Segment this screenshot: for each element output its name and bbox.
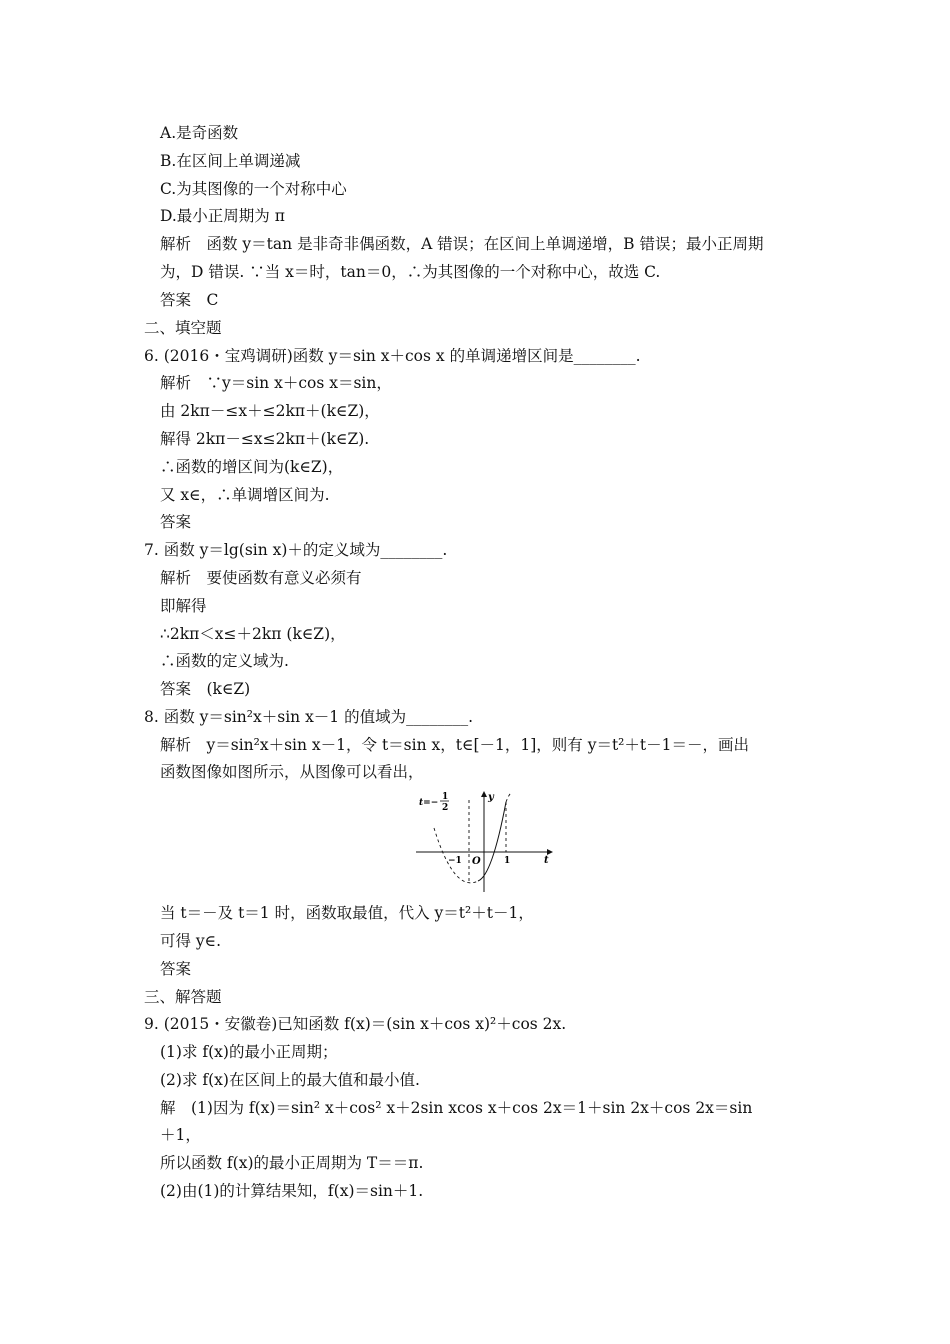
analysis-7-line2: 即解得 bbox=[160, 597, 207, 615]
option-c: C.为其图像的一个对称中心 bbox=[160, 180, 347, 198]
answer-5: 答案 C bbox=[160, 291, 219, 309]
analysis-5-line1: 解析 函数 y＝tan 是非奇非偶函数，A 错误；在区间上单调递增，B 错误；最小正周期 bbox=[160, 235, 764, 253]
parabola-dashed-right bbox=[506, 792, 512, 802]
analysis-6-line4: ∴函数的增区间为(k∈Z)， bbox=[160, 458, 344, 476]
question-9-part1: (1)求 f(x)的最小正周期； bbox=[160, 1043, 338, 1061]
question-7: 7. 函数 y＝lg(sin x)＋的定义域为________. bbox=[144, 541, 448, 559]
analysis-7-line1: 解析 要使函数有意义必须有 bbox=[160, 569, 362, 587]
one-label: 1 bbox=[504, 856, 511, 866]
solution-9-line3: 所以函数 f(x)的最小正周期为 T＝＝π. bbox=[160, 1154, 424, 1172]
solution-9-line1: 解 (1)因为 f(x)＝sin² x＋cos² x＋2sin xcos x＋cos 2x＝1＋sin 2x＋cos 2x＝sin bbox=[160, 1099, 753, 1117]
y-axis-label: y bbox=[488, 792, 494, 803]
section-fill-blank: 二、填空题 bbox=[144, 319, 222, 337]
question-8: 8. 函数 y＝sin²x＋sin x－1 的值域为________. bbox=[144, 708, 474, 726]
question-9-part2: (2)求 f(x)在区间上的最大值和最小值. bbox=[160, 1071, 420, 1089]
t-label: t=− bbox=[419, 798, 439, 808]
analysis-7-line3: ∴2kπ＜x≤＋2kπ (k∈Z)， bbox=[160, 625, 346, 643]
analysis-8-line2: 函数图像如图所示，从图像可以看出， bbox=[160, 763, 424, 781]
parabola-figure bbox=[414, 788, 560, 898]
origin-label: O bbox=[472, 856, 481, 867]
analysis-8-line3: 当 t＝－及 t＝1 时，函数取最值，代入 y＝t²＋t－1， bbox=[160, 904, 534, 922]
analysis-6-line3: 解得 2kπ－≤x≤2kπ＋(k∈Z). bbox=[160, 430, 370, 448]
analysis-6-line5: 又 x∈，∴单调增区间为. bbox=[160, 486, 330, 504]
analysis-8-line1: 解析 y＝sin²x＋sin x－1，令 t＝sin x，t∈[－1，1]，则有 y＝t²＋t－1＝－，画出 bbox=[160, 736, 749, 754]
answer-7: 答案 (k∈Z) bbox=[160, 680, 251, 698]
analysis-6-line2: 由 2kπ－≤x＋≤2kπ＋(k∈Z)， bbox=[160, 402, 380, 420]
question-6: 6. (2016・宝鸡调研)函数 y＝sin x＋cos x 的单调递增区间是________. bbox=[144, 347, 641, 365]
analysis-7-line4: ∴函数的定义域为. bbox=[160, 652, 289, 670]
solution-9-line2: ＋1， bbox=[160, 1126, 201, 1144]
frac-num: 1 bbox=[442, 792, 449, 802]
question-9: 9. (2015・安徽卷)已知函数 f(x)＝(sin x＋cos x)²＋cos 2x. bbox=[144, 1015, 567, 1033]
solution-9-line4: (2)由(1)的计算结果知，f(x)＝sin＋1. bbox=[160, 1182, 424, 1200]
answer-6: 答案 bbox=[160, 513, 192, 531]
neg-one-label: −1 bbox=[448, 856, 462, 866]
option-a: A.是奇函数 bbox=[160, 124, 239, 142]
t-axis-label: t bbox=[544, 855, 549, 866]
option-d: D.最小正周期为 π bbox=[160, 207, 285, 225]
section-solve: 三、解答题 bbox=[144, 988, 222, 1006]
analysis-6-line1: 解析 ∵y＝sin x＋cos x＝sin， bbox=[160, 374, 392, 392]
option-b: B.在区间上单调递减 bbox=[160, 152, 301, 170]
parabola-solid bbox=[478, 802, 506, 881]
answer-8: 答案 bbox=[160, 960, 192, 978]
frac-den: 2 bbox=[442, 803, 449, 813]
analysis-8-line4: 可得 y∈. bbox=[160, 932, 222, 950]
analysis-5-line2: 为，D 错误. ∵当 x＝时，tan＝0，∴为其图像的一个对称中心，故选 C. bbox=[160, 263, 661, 281]
